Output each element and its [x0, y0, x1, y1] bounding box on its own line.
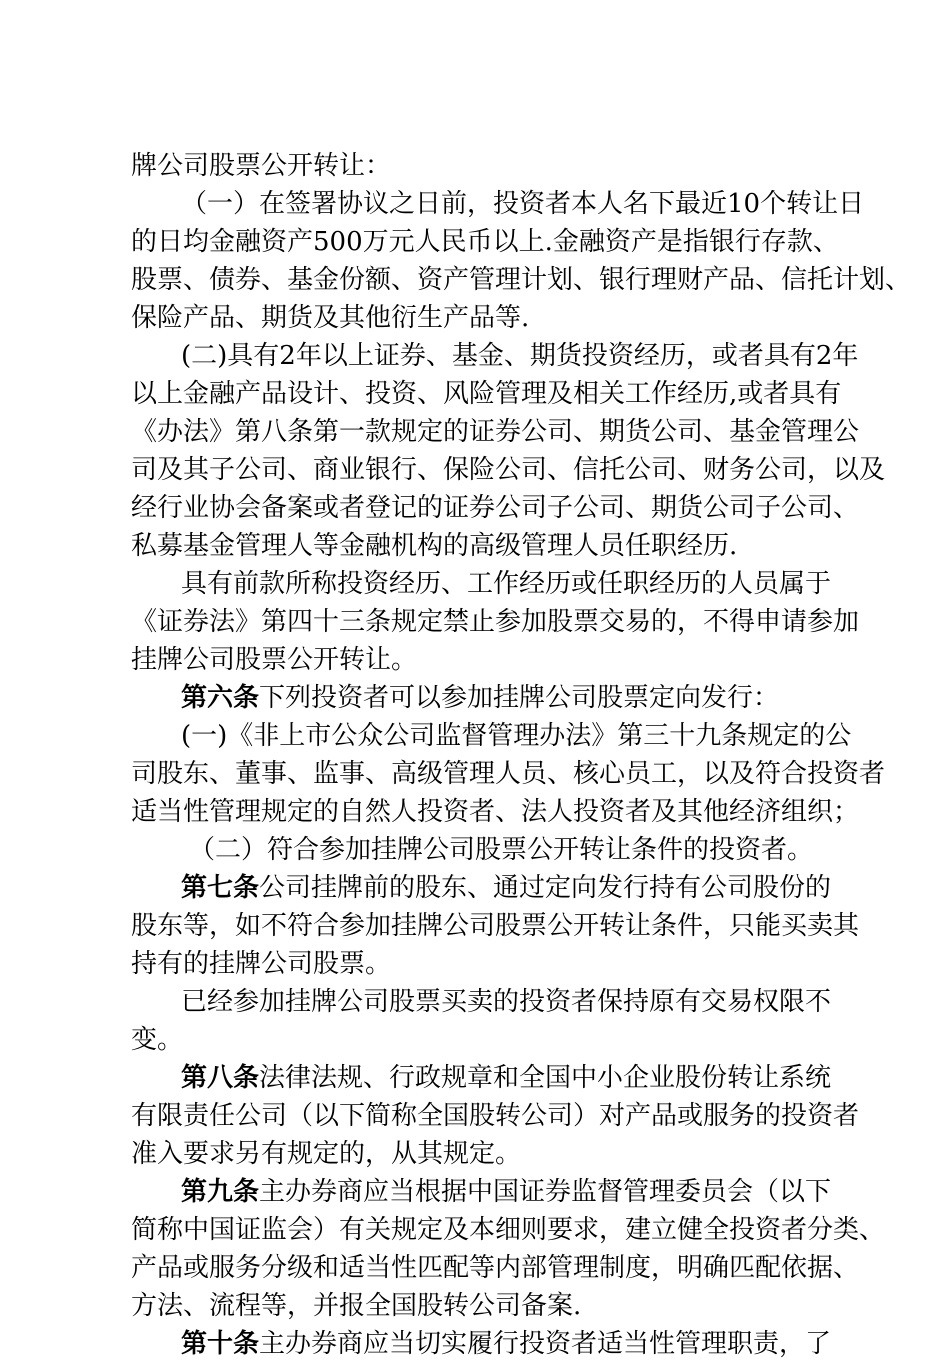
article-text: 主办券商应当切实履行投资者适当性管理职责，了	[259, 1329, 832, 1359]
paragraph-line: 《证券法》第四十三条规定禁止参加股票交易的，不得申请参加	[131, 607, 860, 637]
paragraph-line: 简称中国证监会）有关规定及本细则要求，建立健全投资者分类、	[131, 1215, 886, 1245]
paragraph-line: 保险产品、期货及其他衍生产品等.	[131, 303, 530, 333]
paragraph-line: （二）符合参加挂牌公司股票公开转让条件的投资者。	[189, 835, 814, 865]
paragraph-line: 股东等，如不符合参加挂牌公司股票公开转让条件，只能买卖其	[131, 911, 860, 941]
article-8-line	[181, 1059, 831, 1097]
paragraph-line: 已经参加挂牌公司股票买卖的投资者保持原有交易权限不	[181, 987, 832, 1017]
article-heading: 第九条	[181, 1177, 260, 1207]
article-9-line	[181, 1173, 831, 1211]
paragraph-line: 有限责任公司（以下简称全国股转公司）对产品或服务的投资者	[131, 1101, 860, 1131]
article-heading: 第七条	[181, 873, 260, 903]
article-text: 法律法规、行政规章和全国中小企业股份转让系统	[259, 1063, 832, 1093]
paragraph-line: 挂牌公司股票公开转让。	[131, 645, 418, 675]
paragraph-line: 的日均金融资产500万元人民币以上.金融资产是指银行存款、	[131, 227, 839, 257]
paragraph-line: 牌公司股票公开转让：	[131, 151, 392, 181]
paragraph-line: 司及其子公司、商业银行、保险公司、信托公司、财务公司，以及	[131, 455, 886, 485]
paragraph-line: （一）在签署协议之日前，投资者本人名下最近10个转让日	[181, 189, 865, 219]
paragraph-line: 具有前款所称投资经历、工作经历或任职经历的人员属于	[181, 569, 832, 599]
paragraph-line: 经行业协会备案或者登记的证券公司子公司、期货公司子公司、	[131, 493, 860, 523]
paragraph-line: 股票、债券、基金份额、资产管理计划、银行理财产品、信托计划、	[131, 265, 912, 295]
paragraph-line: 变。	[131, 1025, 184, 1055]
article-6-line	[181, 679, 831, 717]
article-heading: 第十条	[181, 1329, 260, 1359]
article-10-line	[181, 1325, 831, 1363]
paragraph-line: 司股东、董事、监事、高级管理人员、核心员工，以及符合投资者	[131, 759, 886, 789]
article-heading: 第八条	[181, 1063, 260, 1093]
article-heading: 第六条	[181, 683, 260, 713]
paragraph-line: 私募基金管理人等金融机构的高级管理人员任职经历.	[131, 531, 738, 561]
paragraph-line: 以上金融产品设计、投资、风险管理及相关工作经历,或者具有	[131, 379, 842, 409]
article-7-line	[181, 869, 831, 907]
paragraph-line: 准入要求另有规定的，从其规定。	[131, 1139, 522, 1169]
paragraph-line: 产品或服务分级和适当性匹配等内部管理制度，明确匹配依据、	[131, 1253, 860, 1283]
paragraph-line: 《办法》第八条第一款规定的证券公司、期货公司、基金管理公	[131, 417, 860, 447]
paragraph-line: 适当性管理规定的自然人投资者、法人投资者及其他经济组织；	[131, 797, 860, 827]
paragraph-line: 方法、流程等，并报全国股转公司备案.	[131, 1291, 582, 1321]
paragraph-line: (一)《非上市公众公司监督管理办法》第三十九条规定的公	[181, 721, 852, 751]
paragraph-line: (二)具有2年以上证券、基金、期货投资经历，或者具有2年	[181, 341, 859, 371]
paragraph-line: 持有的挂牌公司股票。	[131, 949, 392, 979]
article-text: 公司挂牌前的股东、通过定向发行持有公司股份的	[259, 873, 832, 903]
article-text: 下列投资者可以参加挂牌公司股票定向发行：	[259, 683, 780, 713]
article-text: 主办券商应当根据中国证券监督管理委员会（以下	[259, 1177, 832, 1207]
